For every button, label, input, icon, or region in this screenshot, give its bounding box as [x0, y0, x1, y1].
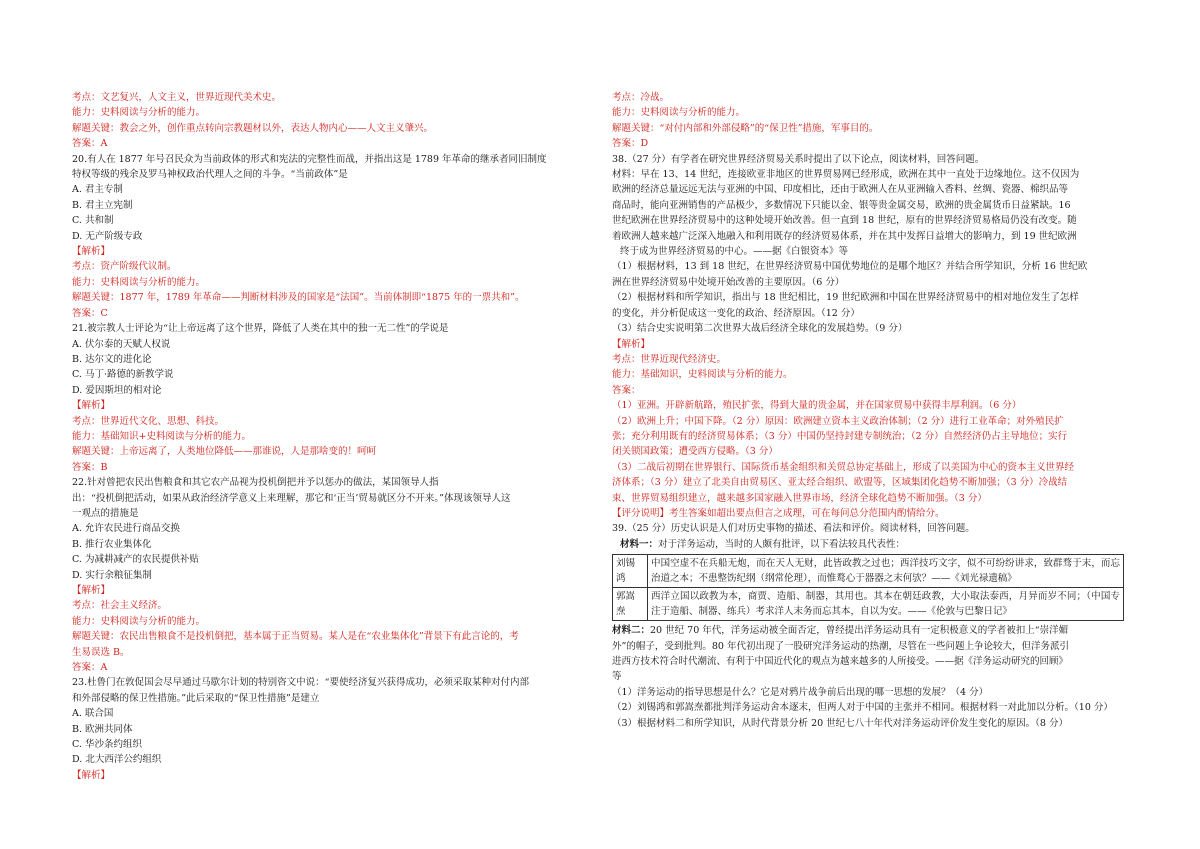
analysis-line: 解题关键：教会之外，创作重点转向宗教题材以外，表达人物内心——人文主义肇兴。: [72, 122, 434, 134]
option-d: D. 爱因斯坦的相对论: [72, 384, 162, 396]
material-line: 进西方技术符合时代潮流、有利于中国近代化的观点为越来越多的人所接受。——据《洋务运动研究的回顾》: [612, 656, 1069, 667]
analysis-line: 能力：史料阅读与分析的能力。: [72, 107, 206, 119]
answer-heading: 答案：: [612, 384, 641, 396]
sub-question: （3）结合史实说明第二次世界大战后经济全球化的发展趋势。（9 分）: [612, 323, 908, 335]
analysis-heading: 【解析】: [612, 338, 651, 350]
analysis-heading: 【解析】: [72, 246, 111, 258]
critic-quote: 中国空虚不在兵船无炮，而在天人无财，此皆政教之过也；西洋技巧文字，似不可纷纷讲求，致群骛于末，而忘治道之本；不患整饬纪纲（纲常伦理），而惟鹜心于器器之末何欤？——《刘光禄遗稿》: [648, 555, 1124, 588]
question-22: [72, 475, 592, 675]
question-stem: 和外部侵略的保卫性措施。”此后采取的“保卫性措施”是建立: [72, 692, 320, 704]
analysis-heading: 【解析】: [72, 400, 111, 412]
right-column: [612, 90, 1132, 731]
q23-analysis-tail: [612, 90, 1132, 152]
analysis-line: 解题关键：农民出售粮食不是投机倒把，基本属于正当贸易。某人是在“农业集体化”背景下有此言论的，考: [72, 631, 519, 643]
material-text: 对于洋务运动，当时的人颇有批评，以下看法较具代表性：: [658, 538, 906, 550]
option-c: C. 马丁·路德的新教学说: [72, 369, 174, 381]
option-d: D. 北大西洋公约组织: [72, 754, 162, 766]
answer-line: 闭关锁国政策；遭受西方侵略。（3 分）: [612, 446, 778, 458]
option-b: B. 推行农业集体化: [72, 538, 152, 550]
sub-question: （3）根据材料二和所学知识，从时代背景分析 20 世纪七八十年代对洋务运动评价发生变化的原因。（8 分）: [612, 717, 1068, 729]
answer-line: 答案：B: [72, 461, 108, 473]
material-line: 终于成为世界经济贸易的中心。——据《白银资本》等: [620, 246, 849, 258]
analysis-line: 能力：史料阅读与分析的能力。: [72, 615, 206, 627]
answer-line: 答案：C: [72, 307, 108, 319]
option-b: B. 达尔文的进化论: [72, 353, 152, 365]
option-b: B. 君主立宪制: [72, 199, 133, 211]
sub-question: 洲在世界经济贸易中处境开始改善的主要原因。（6 分）: [612, 276, 845, 288]
option-c: C. 华沙条约组织: [72, 739, 142, 751]
option-d: D. 无产阶级专政: [72, 230, 143, 242]
material-line: 商品时，能向亚洲销售的产品极少，多数情况下只能以金、银等贵金属交易，欧洲的贵金属货币日益紧缺。16: [612, 199, 1071, 211]
analysis-line: 考点：文艺复兴，人文主义，世界近现代美术史。: [72, 92, 282, 103]
analysis-line: 能力：史料阅读与分析的能力。: [72, 276, 206, 288]
left-column: [72, 90, 592, 783]
scoring-note: 【评分说明】考生答案如超出要点但言之成理，可在每问总分范围内酌情给分。: [612, 507, 945, 519]
analysis-line: 考点：世界近现代经济史。: [612, 353, 727, 365]
question-39: [612, 521, 1132, 731]
critic-name: 郭嵩焘: [613, 588, 648, 621]
option-a: A. 允许农民进行商品交换: [72, 523, 180, 535]
analysis-heading: 【解析】: [72, 585, 111, 596]
analysis-line: 生易误选 B。: [72, 646, 130, 658]
analysis-line: 能力：基础知识，史料阅读与分析的能力。: [612, 369, 793, 381]
material-text: 20 世纪 70 年代，洋务运动被全面否定，曾经提出洋务运动具有一定积极意义的学者被扣上“崇洋媚: [650, 625, 1069, 637]
question-20: [72, 152, 592, 321]
sub-question: （1）根据材料，13 到 18 世纪，在世界经济贸易中国优势地位的是哪个地区？并结合所学知识，分析 16 世纪欧: [612, 261, 1088, 273]
option-c: C. 为减耕减产的农民提供补贴: [72, 554, 199, 566]
sub-question: （2）刘锡鸿和郭嵩焘都批判洋务运动舍本逐末，但两人对于中国的主张并不相同。根据材料一对此加以分析。（10 分）: [612, 702, 1113, 714]
question-stem: 22.针对曾把农民出售粮食和其它农产品视为投机倒把并予以惩办的做法，某国领导人指: [72, 477, 439, 489]
option-b: B. 欧洲共同体: [72, 723, 133, 735]
analysis-heading: 【解析】: [72, 769, 111, 781]
question-intro: 38.（27 分）有学者在研究世界经济贸易关系时提出了以下论点，阅读材料，回答问题。: [612, 153, 985, 165]
answer-line: 答案：A: [72, 138, 108, 150]
question-21: [72, 321, 592, 475]
table-row: [613, 588, 1124, 621]
q19-analysis-tail: [72, 90, 592, 152]
answer-line: 济体系；（3 分）建立了北美自由贸易区、亚太经合组织、欧盟等，区域集团化趋势不断加强；（3 分）冷战结: [612, 477, 1068, 489]
analysis-line: 考点：冷战。: [612, 92, 670, 103]
analysis-line: 解题关键：“对付内部和外部侵略”的“保卫性”措施，军事目的。: [612, 122, 879, 134]
option-d: D. 实行余粮征集制: [72, 569, 152, 581]
material-line: 欧洲的经济总量远远无法与亚洲的中国、印度相比，还由于欧洲人在从亚洲输入香料、丝绸、瓷器、棉织品等: [612, 184, 1069, 196]
question-38: [612, 152, 1132, 522]
analysis-line: 能力：基础知识+史料阅读与分析的能力。: [72, 430, 251, 442]
analysis-line: 解题关键：上帝远离了，人类地位降低——那谁说，人是那啥变的！呵呵: [72, 446, 377, 458]
answer-line: 张；充分利用既有的经济贸易体系；（3 分）中国仍坚持封建专制统治；（2 分）自然经济仍占主导地位；实行: [612, 430, 1068, 442]
option-a: A. 联合国: [72, 708, 114, 720]
option-c: C. 共和制: [72, 215, 114, 227]
question-stem: 出：“投机倒把活动，如果从政治经济学意义上来理解，那它和‘正当’贸易就区分不开来。”体现该领导人这: [72, 492, 511, 504]
analysis-line: 考点：资产阶级代议制。: [72, 261, 177, 273]
material-label: 材料二：: [612, 625, 651, 637]
question-stem: 特权等级的残余及罗马神权政治代理人之间的斗争。“当前政体”是: [72, 169, 348, 181]
critics-table: [612, 554, 1124, 621]
analysis-line: 能力：史料阅读与分析的能力。: [612, 107, 746, 119]
critic-name: 刘锡鸿: [613, 555, 648, 588]
question-stem: 一观点的措施是: [72, 507, 139, 519]
material-line: 世纪欧洲在世界经济贸易中的这种处境开始改善。但一直到 18 世纪，原有的世界经济贸易格局仍没有改变。随: [612, 215, 1077, 227]
material-line: 等: [612, 671, 622, 683]
question-23: [72, 675, 592, 783]
option-a: A. 伏尔泰的天赋人权说: [72, 338, 171, 350]
sub-question: （2）根据材料和所学知识，指出与 18 世纪相比，19 世纪欧洲和中国在世界经济贸易中的相对地位发生了怎样: [612, 292, 1079, 304]
analysis-line: 考点：社会主义经济。: [72, 600, 168, 612]
answer-line: （2）欧洲上升；中国下降。（2 分）原因：欧洲建立资本主义政治体制；（2 分）进行工业革命；对外殖民扩: [612, 415, 1064, 427]
answer-line: 答案：D: [612, 138, 649, 150]
answer-line: （3）二战后初期在世界银行、国际货币基金组织和关贸总协定基础上，形成了以美国为中心的资本主义世界经: [612, 461, 1075, 473]
option-a: A. 君主专制: [72, 184, 123, 196]
answer-line: 答案：A: [72, 662, 108, 674]
material-line: 着欧洲人越来越广泛深入地融入和利用既存的经济贸易体系，并在其中发挥日益增大的影响力，到 19 世纪欧洲: [612, 230, 1077, 242]
analysis-line: 解题关键：1877 年，1789 年革命——判断材料涉及的国家是“法国”。当前体制即“1875 年的一票共和”。: [72, 292, 525, 304]
answer-line: （1）亚洲。开辟新航路，殖民扩张，得到大量的贵金属，并在国家贸易中获得丰厚利润。（6 分）: [612, 400, 1022, 412]
analysis-line: 考点：世界近代文化、思想、科技。: [72, 415, 225, 427]
question-stem: 20.有人在 1877 年号召民众为当前政体的形式和宪法的完整性而战，并指出这是 1789 年革命的继承者同旧制度: [72, 153, 547, 165]
answer-line: 束、世界贸易组织建立，越来越多国家融入世界市场，经济全球化趋势不断加强。（3 分）: [612, 492, 987, 504]
material-line: 外”的帽子，受到批判。80 年代初出现了一股研究洋务运动的热潮，尽管在一些问题上争论较大，但洋务派引: [612, 640, 1069, 652]
material-label: 材料一：: [620, 538, 659, 550]
question-stem: 21.被宗教人士评论为“让上帝远离了这个世界，降低了人类在其中的独一无二性”的学说是: [72, 323, 449, 335]
material-block: [612, 167, 1132, 259]
sub-question: 的变化，并分析促成这一变化的政治、经济原因。（12 分）: [612, 307, 860, 319]
material-line: 材料：早在 13、14 世纪，连接欧亚非地区的世界贸易网已经形成，欧洲在其中一直处于边缘地位。这不仅因为: [612, 169, 1080, 181]
question-intro: 39.（25 分）历史认识是人们对历史事物的描述、看法和评价。阅读材料，回答问题。: [612, 523, 975, 535]
table-row: [613, 555, 1124, 588]
question-stem: 23.杜鲁门在敦促国会尽早通过马歇尔计划的特别咨文中说：“要使经济复兴获得成功，必须采取某种对付内部: [72, 677, 529, 689]
sub-question: （1）洋务运动的指导思想是什么？它是对鸦片战争前后出现的哪一思想的发展？（4 分）: [612, 686, 989, 698]
critic-quote: 西洋立国以政教为本，商贾、造船、制器，其用也。其本在朝廷政教，大小取法泰西，月异而岁不同；（中国专注于造船、制器、练兵）考求洋人末务而忘其本，自以为安。——《伦敦与巴黎日记》: [648, 588, 1124, 621]
